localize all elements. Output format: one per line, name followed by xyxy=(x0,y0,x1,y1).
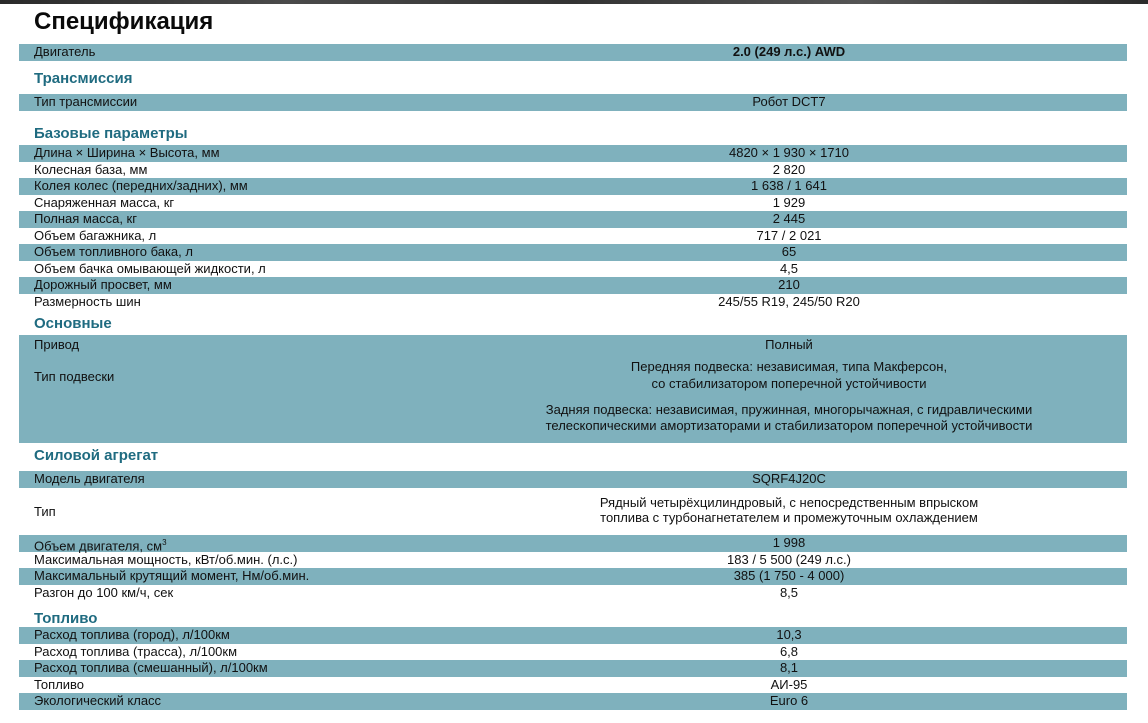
spec-value: топлива с турбонагнетателем и промежуточным охлаждением xyxy=(600,510,978,525)
spec-row xyxy=(19,677,1127,694)
superscript: 3 xyxy=(162,538,167,547)
spec-row xyxy=(19,552,1127,569)
spec-value: 245/55 R19, 245/50 R20 xyxy=(718,293,860,309)
spec-row xyxy=(19,211,1127,228)
spec-label: Привод xyxy=(34,337,80,352)
spec-value: 385 (1 750 - 4 000) xyxy=(733,568,845,583)
spec-row xyxy=(19,535,1127,552)
spec-row xyxy=(19,162,1127,179)
spec-label-text: Объем двигателя, см xyxy=(34,538,163,554)
spec-label: Экологический класс xyxy=(34,693,162,708)
spec-value: Робот DCT7 xyxy=(752,94,826,109)
spec-value: 2 445 xyxy=(772,211,806,226)
spec-value: Euro 6 xyxy=(769,693,809,708)
spec-value: АИ-95 xyxy=(770,676,808,692)
section-heading-main: Основные xyxy=(34,315,112,332)
spec-label: Расход топлива (смешанный), л/100км xyxy=(34,660,268,675)
spec-label: Дорожный просвет, мм xyxy=(34,277,172,292)
page-title: Спецификация xyxy=(34,8,214,35)
spec-row xyxy=(19,644,1127,661)
spec-label: Расход топлива (город), л/100км xyxy=(34,627,230,642)
spec-row xyxy=(19,178,1127,195)
spec-label: Колея колес (передних/задних), мм xyxy=(34,178,248,193)
spec-row xyxy=(19,585,1127,602)
spec-label: Длина × Ширина × Высота, мм xyxy=(34,145,220,160)
spec-label: Двигатель xyxy=(34,44,96,59)
spec-row xyxy=(19,627,1127,644)
spec-row xyxy=(19,568,1127,585)
spec-row-engine xyxy=(19,44,1127,61)
spec-row-type xyxy=(19,488,1127,535)
spec-row xyxy=(19,195,1127,212)
spec-block-main xyxy=(19,335,1127,443)
spec-row xyxy=(19,660,1127,677)
spec-label: Тип xyxy=(34,504,56,519)
spec-row xyxy=(19,244,1127,261)
spec-label: Топливо xyxy=(34,676,85,692)
section-heading-basic: Базовые параметры xyxy=(34,125,188,142)
spec-value: Полный xyxy=(765,337,813,352)
section-heading-transmission: Трансмиссия xyxy=(34,70,133,87)
spec-row xyxy=(19,693,1127,710)
spec-row xyxy=(19,261,1127,278)
spec-label: Объем бачка омывающей жидкости, л xyxy=(34,260,266,276)
spec-label: Тип трансмиссии xyxy=(34,94,138,109)
spec-value: 8,1 xyxy=(779,660,799,675)
spec-label: Модель двигателя xyxy=(34,471,145,486)
spec-value: 4820 × 1 930 × 1710 xyxy=(728,145,849,160)
spec-row xyxy=(19,228,1127,245)
spec-label: Тип подвески xyxy=(34,369,115,384)
spec-row xyxy=(19,277,1127,294)
spec-value: телескопическими амортизаторами и стабилизатором поперечной устойчивости xyxy=(545,418,1033,433)
spec-value: 2.0 (249 л.с.) AWD xyxy=(732,44,846,59)
spec-row xyxy=(19,294,1127,311)
spec-value: SQRF4J20C xyxy=(752,471,826,486)
section-heading-fuel: Топливо xyxy=(34,610,98,627)
spec-value: 65 xyxy=(781,244,797,259)
spec-value: 4,5 xyxy=(779,260,799,276)
header-photo-strip xyxy=(0,0,1148,4)
spec-value: 183 / 5 500 (249 л.с.) xyxy=(727,551,851,567)
spec-value: 1 998 xyxy=(772,535,806,550)
spec-value: 2 820 xyxy=(772,161,806,177)
spec-value: со стабилизатором поперечной устойчивости xyxy=(651,376,927,391)
spec-value: Рядный четырёхцилиндровый, с непосредственным впрыском xyxy=(599,495,979,510)
spec-value: Передняя подвеска: независимая, типа Макферсон, xyxy=(630,359,948,374)
spec-label: Размерность шин xyxy=(34,293,141,309)
spec-value: 6,8 xyxy=(779,643,799,659)
spec-label: Колесная база, мм xyxy=(34,161,148,177)
spec-label: Объем багажника, л xyxy=(34,227,157,243)
spec-label: Максимальная мощность, кВт/об.мин. (л.с.) xyxy=(34,551,298,567)
spec-value: 210 xyxy=(778,277,800,292)
spec-row xyxy=(19,145,1127,162)
spec-value: 717 / 2 021 xyxy=(756,227,822,243)
spec-value: Задняя подвеска: независимая, пружинная, многорычажная, с гидравлическими xyxy=(545,402,1033,417)
spec-value: 1 929 xyxy=(772,194,806,210)
spec-label: Полная масса, кг xyxy=(34,211,137,226)
spec-label: Расход топлива (трасса), л/100км xyxy=(34,643,238,659)
spec-label: Объем топливного бака, л xyxy=(34,244,193,259)
spec-label: Максимальный крутящий момент, Нм/об.мин. xyxy=(34,568,310,583)
spec-value: 1 638 / 1 641 xyxy=(751,178,827,193)
spec-row xyxy=(19,94,1127,111)
spec-label: Разгон до 100 км/ч, сек xyxy=(34,584,174,600)
spec-value: 8,5 xyxy=(779,584,799,600)
spec-row xyxy=(19,471,1127,488)
spec-value: 10,3 xyxy=(776,627,802,642)
section-heading-power: Силовой агрегат xyxy=(34,447,159,464)
spec-label: Снаряженная масса, кг xyxy=(34,194,175,210)
